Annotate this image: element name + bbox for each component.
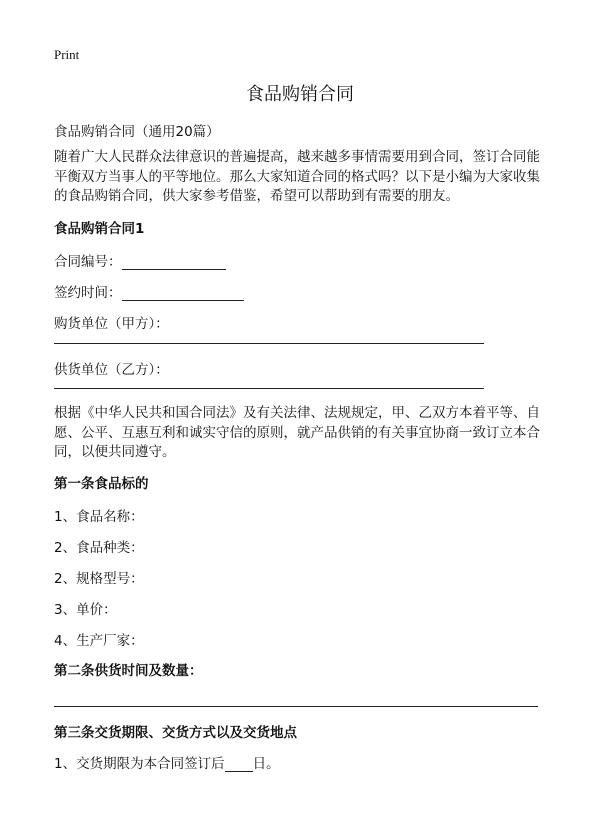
delivery-days-blank — [225, 757, 253, 772]
sign-time-label: 签约时间： — [54, 285, 122, 301]
sign-time-blank — [122, 286, 244, 301]
document-title: 食品购销合同 — [246, 84, 354, 105]
item-food-name: 1、食品名称： — [54, 509, 144, 525]
buyer-blank-line — [54, 343, 484, 344]
basis-paragraph: 根据《中华人民共和国合同法》及有关法律、法规规定，甲、乙双方本着平等、自愿、公平、互惠互利和诚实守信的原则，就产品供销的有关事宜协商一致订立本合同，以便共同遵守。 — [54, 405, 540, 460]
article-2-heading: 第二条供货时间及数量： — [54, 663, 203, 679]
subtitle: 食品购销合同（通用20篇） — [54, 124, 220, 140]
supplier-blank-line — [54, 388, 484, 389]
contract-number-field — [54, 250, 226, 270]
section-heading: 食品购销合同1 — [54, 221, 145, 237]
item-food-type: 2、食品种类： — [54, 540, 144, 556]
supplier-label: 供货单位（乙方）： — [54, 362, 169, 378]
contract-number-blank — [122, 255, 226, 270]
delivery-term-suffix: 日。 — [252, 756, 280, 772]
item-manufacturer: 4、生产厂家： — [54, 633, 144, 649]
article-2-blank-line — [54, 706, 538, 707]
intro-paragraph: 随着广大人民群众法律意识的普遍提高，越来越多事情需要用到合同，签订合同能平衡双方当事人的平等地位。那么大家知道合同的格式吗？以下是小编为大家收集的食品购销合同，供大家参考借鉴，希望可以帮助到有需要的朋友。 — [54, 149, 540, 204]
contract-number-label: 合同编号： — [54, 254, 122, 270]
buyer-label: 购货单位（甲方）： — [54, 316, 169, 332]
item-unit-price: 3、单价： — [54, 602, 117, 618]
sign-time-field — [54, 281, 244, 301]
item-spec-model: 2、规格型号： — [54, 571, 144, 587]
delivery-term-text: 1、交货期限为本合同签订后 — [54, 756, 225, 772]
article-1-heading: 第一条食品标的 — [54, 476, 149, 492]
article-3-heading: 第三条交货期限、交货方式以及交货地点 — [54, 725, 297, 741]
delivery-term — [54, 752, 280, 772]
print-link[interactable]: Print — [54, 47, 80, 62]
